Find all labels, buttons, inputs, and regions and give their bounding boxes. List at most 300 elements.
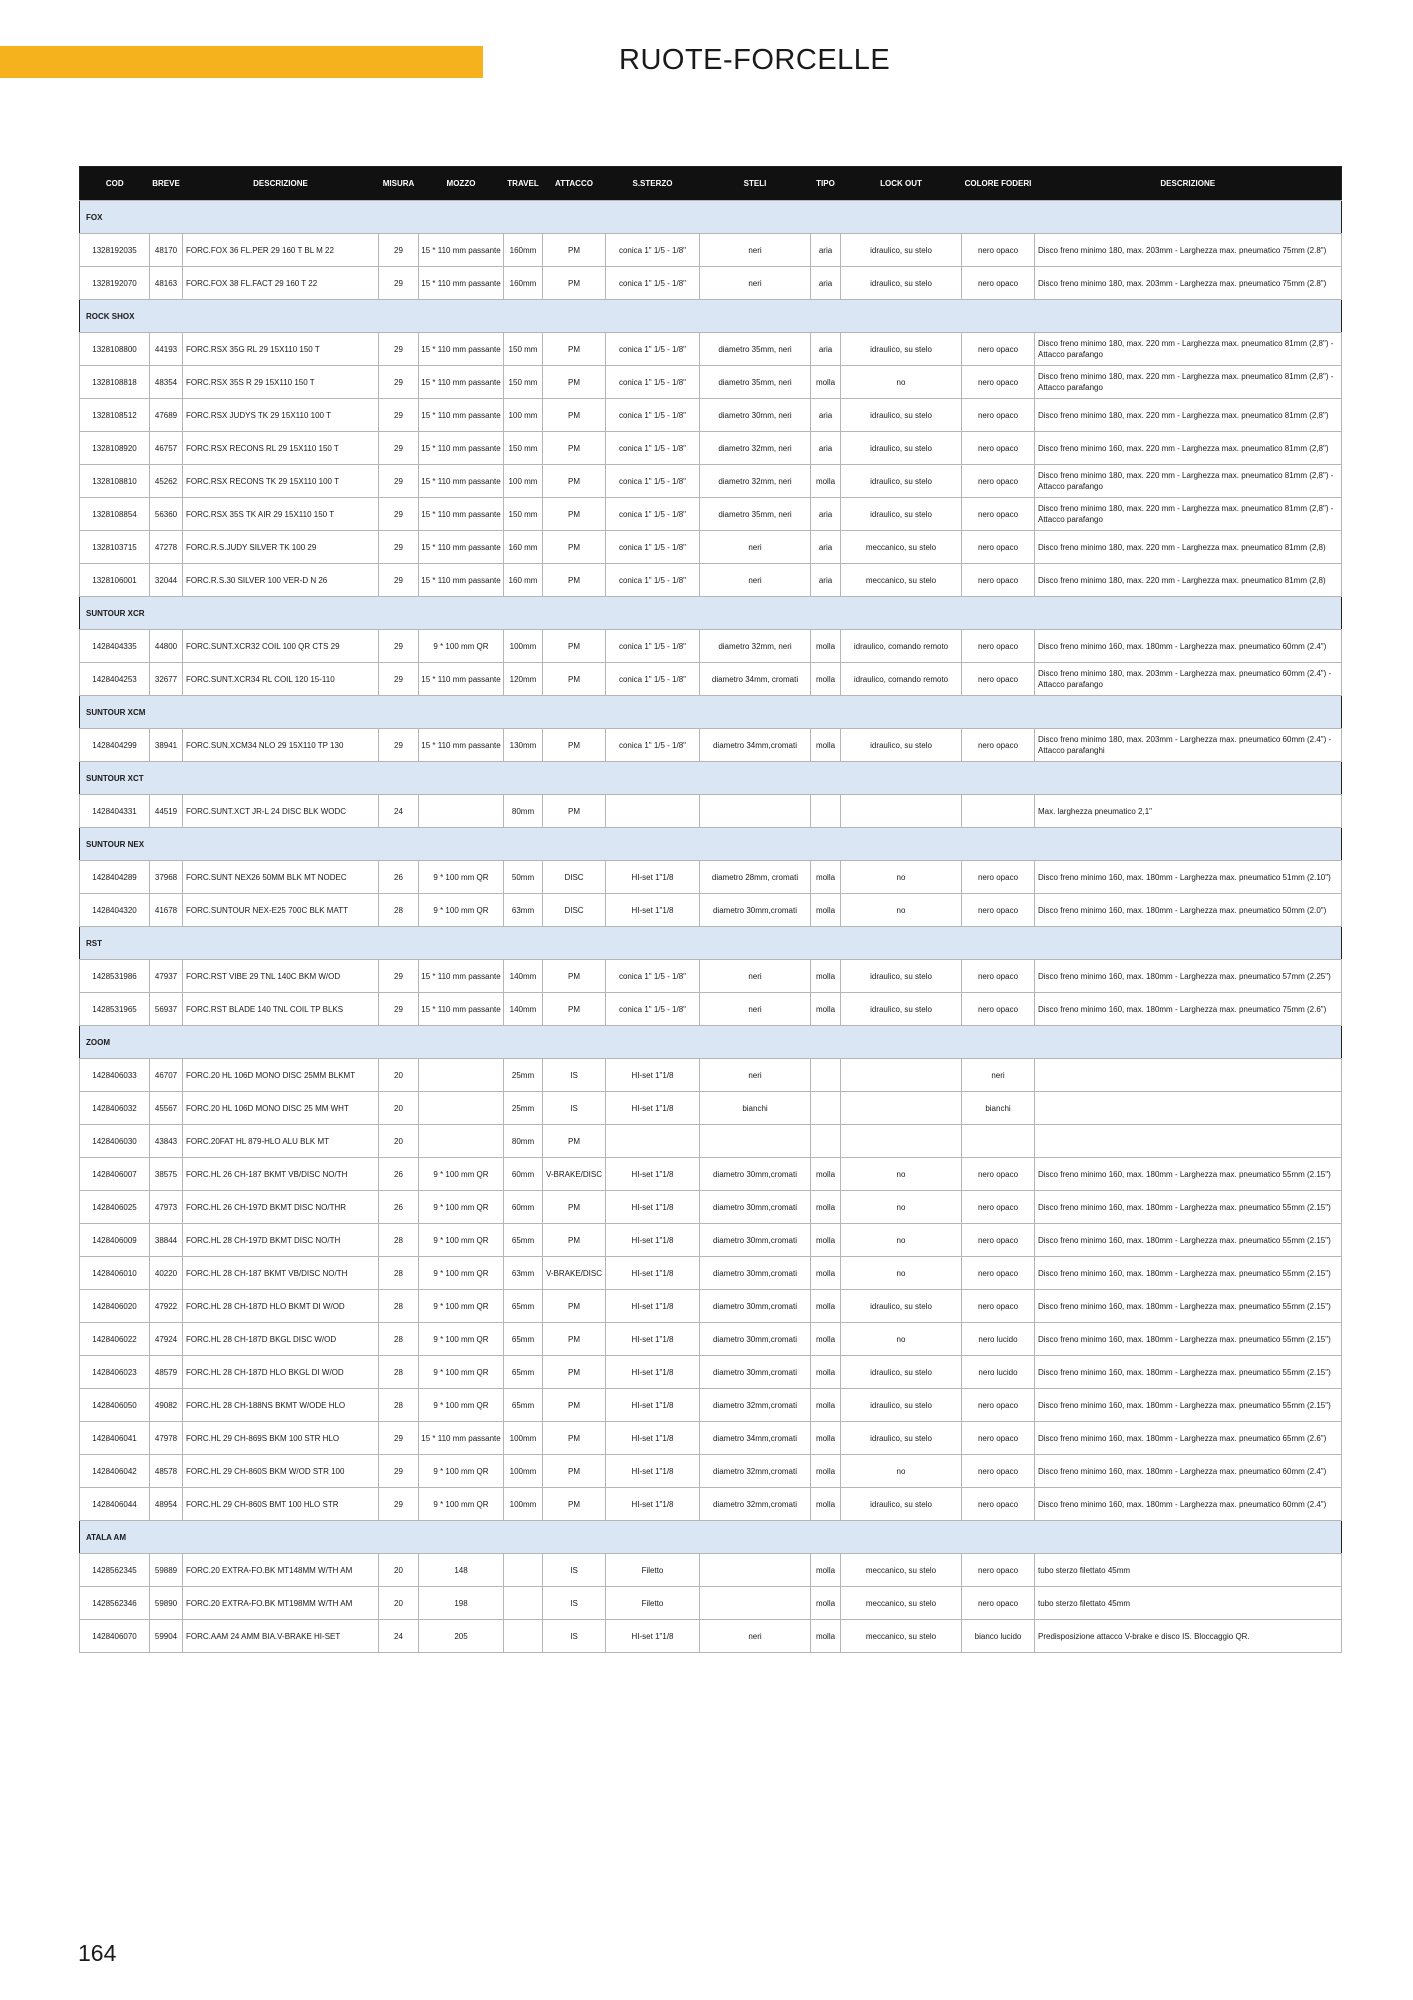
table-cell: HI-set 1"1/8 [606, 1257, 700, 1290]
table-cell: Disco freno minimo 160, max. 220 mm - Larghezza max. pneumatico 81mm (2,8") [1035, 432, 1342, 465]
table-cell: 26 [379, 861, 419, 894]
table-cell: 65mm [504, 1224, 543, 1257]
table-cell: 38575 [150, 1158, 183, 1191]
table-cell: bianchi [700, 1092, 811, 1125]
table-cell: 29 [379, 465, 419, 498]
table-row [80, 1455, 1342, 1488]
table-cell: 63mm [504, 894, 543, 927]
table-cell: 198 [419, 1587, 504, 1620]
table-cell: nero opaco [962, 1224, 1035, 1257]
table-cell: PM [543, 498, 606, 531]
section-title: SUNTOUR NEX [80, 828, 1342, 861]
table-cell: idraulico, comando remoto [841, 663, 962, 696]
table-cell: nero opaco [962, 1191, 1035, 1224]
table-cell: FORC.HL 26 CH-197D BKMT DISC NO/THR [183, 1191, 379, 1224]
table-row [80, 1092, 1342, 1125]
table-cell: FORC.SUNT.XCR34 RL COIL 120 15-110 [183, 663, 379, 696]
table-cell: 1428406022 [80, 1323, 150, 1356]
header-row [80, 167, 1342, 201]
table-cell: FORC.R.S.JUDY SILVER TK 100 29 [183, 531, 379, 564]
table-cell: 29 [379, 630, 419, 663]
table-cell: DISC [543, 861, 606, 894]
table-cell: FORC.SUNT.XCR32 COIL 100 QR CTS 29 [183, 630, 379, 663]
section-title: FOX [80, 201, 1342, 234]
table-cell: 1328108854 [80, 498, 150, 531]
table-row [80, 267, 1342, 300]
table-cell: FORC.RSX RECONS RL 29 15X110 150 T [183, 432, 379, 465]
table-cell: neri [700, 531, 811, 564]
table-cell: FORC.SUNTOUR NEX-E25 700C BLK MATT [183, 894, 379, 927]
table-cell: HI-set 1"1/8 [606, 1356, 700, 1389]
table-cell: Disco freno minimo 160, max. 180mm - Larghezza max. pneumatico 55mm (2.15") [1035, 1158, 1342, 1191]
table-cell [811, 795, 841, 828]
table-cell: 44193 [150, 333, 183, 366]
table-row [80, 564, 1342, 597]
table-cell: 45262 [150, 465, 183, 498]
table-cell: Disco freno minimo 160, max. 180mm - Larghezza max. pneumatico 55mm (2.15") [1035, 1389, 1342, 1422]
table-cell: neri [700, 564, 811, 597]
table-cell: aria [811, 498, 841, 531]
table-cell: no [841, 366, 962, 399]
table-cell: PM [543, 234, 606, 267]
table-cell [700, 1587, 811, 1620]
table-cell [811, 1125, 841, 1158]
table-cell: FORC.SUNT NEX26 50MM BLK MT NODEC [183, 861, 379, 894]
table-cell: 44800 [150, 630, 183, 663]
table-cell: HI-set 1"1/8 [606, 1092, 700, 1125]
table-cell: 60mm [504, 1191, 543, 1224]
table-cell: aria [811, 531, 841, 564]
table-cell: aria [811, 267, 841, 300]
table-cell: 59889 [150, 1554, 183, 1587]
table-cell: diametro 34mm,cromati [700, 1422, 811, 1455]
table-cell: molla [811, 894, 841, 927]
table-cell: 32044 [150, 564, 183, 597]
table-cell [841, 1059, 962, 1092]
table-cell: FORC.HL 29 CH-860S BKM W/OD STR 100 [183, 1455, 379, 1488]
table-cell: diametro 30mm,cromati [700, 1323, 811, 1356]
table-cell: 1428404335 [80, 630, 150, 663]
table-row [80, 1554, 1342, 1587]
table-cell: Disco freno minimo 160, max. 180mm - Larghezza max. pneumatico 55mm (2.15") [1035, 1290, 1342, 1323]
table-cell: HI-set 1"1/8 [606, 1455, 700, 1488]
table-cell: 20 [379, 1059, 419, 1092]
table-cell: PM [543, 993, 606, 1026]
table-cell: HI-set 1"1/8 [606, 1389, 700, 1422]
table-cell: 46707 [150, 1059, 183, 1092]
table-cell: Disco freno minimo 180, max. 203mm - Larghezza max. pneumatico 60mm (2.4") - Attacco parafango [1035, 663, 1342, 696]
table-cell: neri [962, 1059, 1035, 1092]
table-cell: HI-set 1"1/8 [606, 1290, 700, 1323]
table-cell: 48578 [150, 1455, 183, 1488]
table-cell: bianco lucido [962, 1620, 1035, 1653]
table-row [80, 1620, 1342, 1653]
table-cell: FORC.20FAT HL 879-HLO ALU BLK MT [183, 1125, 379, 1158]
table-cell: nero opaco [962, 1389, 1035, 1422]
table-cell: nero opaco [962, 366, 1035, 399]
table-cell: nero opaco [962, 861, 1035, 894]
table-cell: idraulico, su stelo [841, 465, 962, 498]
table-cell [419, 1092, 504, 1125]
table-cell: 47689 [150, 399, 183, 432]
table-row [80, 1290, 1342, 1323]
section-title: ROCK SHOX [80, 300, 1342, 333]
column-header: ATTACCO [543, 167, 606, 201]
table-cell: 28 [379, 1323, 419, 1356]
table-cell: 29 [379, 432, 419, 465]
table-cell: neri [700, 1620, 811, 1653]
table-cell: V-BRAKE/DISC [543, 1257, 606, 1290]
table-cell [841, 1092, 962, 1125]
table-cell: V-BRAKE/DISC [543, 1158, 606, 1191]
table-cell: Disco freno minimo 180, max. 220 mm - Larghezza max. pneumatico 81mm (2,8") - Attacco parafango [1035, 366, 1342, 399]
table-cell: neri [700, 960, 811, 993]
table-cell: 120mm [504, 663, 543, 696]
table-row [80, 465, 1342, 498]
table-cell: FORC.HL 28 CH-187D BKGL DISC W/OD [183, 1323, 379, 1356]
table-cell: FORC.HL 28 CH-197D BKMT DISC NO/TH [183, 1224, 379, 1257]
table-cell: 15 * 110 mm passante [419, 498, 504, 531]
table-header [80, 167, 1342, 201]
table-row [80, 399, 1342, 432]
table-cell: 44519 [150, 795, 183, 828]
table-cell: 59890 [150, 1587, 183, 1620]
table-cell: 24 [379, 1620, 419, 1653]
table-cell: 100 mm [504, 465, 543, 498]
table-cell: 1428562346 [80, 1587, 150, 1620]
table-row [80, 1257, 1342, 1290]
section-row [80, 1026, 1342, 1059]
section-row [80, 597, 1342, 630]
table-row [80, 795, 1342, 828]
table-cell: 1428406041 [80, 1422, 150, 1455]
table-cell: HI-set 1"1/8 [606, 1059, 700, 1092]
table-cell: nero opaco [962, 1488, 1035, 1521]
table-cell [700, 1125, 811, 1158]
table-cell [504, 1620, 543, 1653]
table-cell: 1428406070 [80, 1620, 150, 1653]
table-cell: 26 [379, 1191, 419, 1224]
table-cell: IS [543, 1587, 606, 1620]
table-cell: molla [811, 1323, 841, 1356]
table-cell: idraulico, su stelo [841, 399, 962, 432]
table-cell: conica 1" 1/5 - 1/8" [606, 432, 700, 465]
table-cell: 150 mm [504, 498, 543, 531]
table-cell: nero opaco [962, 894, 1035, 927]
table-cell: nero opaco [962, 267, 1035, 300]
table-cell: 15 * 110 mm passante [419, 1422, 504, 1455]
table-cell: idraulico, su stelo [841, 1389, 962, 1422]
table-cell: IS [543, 1092, 606, 1125]
table-cell: 1428562345 [80, 1554, 150, 1587]
section-row [80, 828, 1342, 861]
table-cell: meccanico, su stelo [841, 1620, 962, 1653]
column-header: STELI [700, 167, 811, 201]
table-cell: FORC.RSX 35S R 29 15X110 150 T [183, 366, 379, 399]
table-cell: 47278 [150, 531, 183, 564]
table-cell: FORC.RST VIBE 29 TNL 140C BKM W/OD [183, 960, 379, 993]
table-cell: FORC.20 EXTRA-FO.BK MT148MM W/TH AM [183, 1554, 379, 1587]
table-cell: 65mm [504, 1389, 543, 1422]
table-cell: 47978 [150, 1422, 183, 1455]
table-cell: 65mm [504, 1356, 543, 1389]
table-cell: 160 mm [504, 531, 543, 564]
table-cell: 28 [379, 1257, 419, 1290]
table-cell: neri [700, 1059, 811, 1092]
table-cell: meccanico, su stelo [841, 1554, 962, 1587]
table-cell: PM [543, 1323, 606, 1356]
table-cell: 160mm [504, 267, 543, 300]
table-cell: molla [811, 465, 841, 498]
table-cell [811, 1059, 841, 1092]
table-cell: PM [543, 729, 606, 762]
table-cell: Predisposizione attacco V-brake e disco IS. Bloccaggio QR. [1035, 1620, 1342, 1653]
table-cell: 1428406042 [80, 1455, 150, 1488]
page-title: RUOTE-FORCELLE [619, 44, 891, 76]
table-cell: 63mm [504, 1257, 543, 1290]
table-cell: 15 * 110 mm passante [419, 663, 504, 696]
table-cell: diametro 35mm, neri [700, 366, 811, 399]
table-cell: nero opaco [962, 993, 1035, 1026]
table-cell: 32677 [150, 663, 183, 696]
table-cell: diametro 35mm, neri [700, 333, 811, 366]
section-row [80, 696, 1342, 729]
table-cell: PM [543, 564, 606, 597]
table-cell: Disco freno minimo 160, max. 180mm - Larghezza max. pneumatico 60mm (2.4") [1035, 630, 1342, 663]
table-cell: 9 * 100 mm QR [419, 1356, 504, 1389]
table-cell: DISC [543, 894, 606, 927]
table-cell: 46757 [150, 432, 183, 465]
table-cell: 1328108512 [80, 399, 150, 432]
table-row [80, 1587, 1342, 1620]
table-cell: 9 * 100 mm QR [419, 630, 504, 663]
table-cell: nero opaco [962, 1257, 1035, 1290]
table-row [80, 1158, 1342, 1191]
table-cell: diametro 32mm,cromati [700, 1455, 811, 1488]
table-cell: molla [811, 1224, 841, 1257]
table-cell: HI-set 1"1/8 [606, 1488, 700, 1521]
table-cell: 48579 [150, 1356, 183, 1389]
table-cell: aria [811, 564, 841, 597]
table-cell: Disco freno minimo 160, max. 180mm - Larghezza max. pneumatico 65mm (2.6") [1035, 1422, 1342, 1455]
table-cell: 47924 [150, 1323, 183, 1356]
table-cell: aria [811, 432, 841, 465]
table-cell: aria [811, 234, 841, 267]
table-cell: molla [811, 861, 841, 894]
table-cell: 1328108800 [80, 333, 150, 366]
table-cell: HI-set 1"1/8 [606, 1620, 700, 1653]
table-row [80, 1224, 1342, 1257]
column-header: BREVE [150, 167, 183, 201]
table-cell: 9 * 100 mm QR [419, 1323, 504, 1356]
table-cell: conica 1" 1/5 - 1/8" [606, 234, 700, 267]
table-cell: 15 * 110 mm passante [419, 234, 504, 267]
table-cell: nero opaco [962, 1587, 1035, 1620]
table-cell: PM [543, 960, 606, 993]
table-cell: 20 [379, 1554, 419, 1587]
table-cell: 15 * 110 mm passante [419, 465, 504, 498]
table-cell: no [841, 1224, 962, 1257]
column-header: MOZZO [419, 167, 504, 201]
table-cell: conica 1" 1/5 - 1/8" [606, 399, 700, 432]
table-cell: 1428531965 [80, 993, 150, 1026]
table-cell: Disco freno minimo 180, max. 203mm - Larghezza max. pneumatico 75mm (2.8") [1035, 267, 1342, 300]
table-cell: 56360 [150, 498, 183, 531]
table-cell: nero opaco [962, 960, 1035, 993]
table-cell: 1428406007 [80, 1158, 150, 1191]
table-cell: 1428406009 [80, 1224, 150, 1257]
table-cell: nero opaco [962, 729, 1035, 762]
table-cell: FORC.20 HL 106D MONO DISC 25MM BLKMT [183, 1059, 379, 1092]
table-cell: 45567 [150, 1092, 183, 1125]
table-cell: FORC.20 HL 106D MONO DISC 25 MM WHT [183, 1092, 379, 1125]
table-cell: 29 [379, 234, 419, 267]
table-cell: 1428406020 [80, 1290, 150, 1323]
table-cell: no [841, 861, 962, 894]
table-cell: 150 mm [504, 432, 543, 465]
table-cell: 1328192070 [80, 267, 150, 300]
table-cell: conica 1" 1/5 - 1/8" [606, 729, 700, 762]
table-cell: 1428404331 [80, 795, 150, 828]
table-cell: nero opaco [962, 1554, 1035, 1587]
table-cell: 48954 [150, 1488, 183, 1521]
table-cell: 29 [379, 564, 419, 597]
table-cell: FORC.RSX 35G RL 29 15X110 150 T [183, 333, 379, 366]
table-cell: 1328106001 [80, 564, 150, 597]
table-cell: conica 1" 1/5 - 1/8" [606, 630, 700, 663]
table-cell [606, 795, 700, 828]
table-cell: Disco freno minimo 160, max. 180mm - Larghezza max. pneumatico 60mm (2.4") [1035, 1488, 1342, 1521]
table-cell: IS [543, 1620, 606, 1653]
table-cell [419, 795, 504, 828]
table-cell: 56937 [150, 993, 183, 1026]
table-cell: molla [811, 1356, 841, 1389]
table-cell: neri [700, 267, 811, 300]
table-cell: FORC.SUNT.XCT JR-L 24 DISC BLK WODC [183, 795, 379, 828]
table-cell: Disco freno minimo 160, max. 180mm - Larghezza max. pneumatico 75mm (2.6") [1035, 993, 1342, 1026]
table-cell: idraulico, su stelo [841, 729, 962, 762]
table-cell: Disco freno minimo 180, max. 203mm - Larghezza max. pneumatico 60mm (2.4") - Attacco parafanghi [1035, 729, 1342, 762]
table-row [80, 531, 1342, 564]
table-cell [1035, 1092, 1342, 1125]
table-cell: nero opaco [962, 630, 1035, 663]
table-cell: molla [811, 1422, 841, 1455]
table-cell: conica 1" 1/5 - 1/8" [606, 960, 700, 993]
table-cell: conica 1" 1/5 - 1/8" [606, 366, 700, 399]
table-cell [962, 1125, 1035, 1158]
table-cell: 28 [379, 1224, 419, 1257]
table-cell: idraulico, su stelo [841, 1290, 962, 1323]
table-cell: 15 * 110 mm passante [419, 432, 504, 465]
table-cell: diametro 32mm,cromati [700, 1488, 811, 1521]
table-cell: 25mm [504, 1092, 543, 1125]
table-cell: 60mm [504, 1158, 543, 1191]
table-cell: diametro 30mm,cromati [700, 1257, 811, 1290]
table-cell: Disco freno minimo 180, max. 220 mm - Larghezza max. pneumatico 81mm (2,8) [1035, 531, 1342, 564]
table-cell: idraulico, su stelo [841, 960, 962, 993]
table-cell: PM [543, 663, 606, 696]
table-cell: idraulico, su stelo [841, 432, 962, 465]
table-cell: conica 1" 1/5 - 1/8" [606, 267, 700, 300]
table-cell: Disco freno minimo 160, max. 180mm - Larghezza max. pneumatico 57mm (2.25") [1035, 960, 1342, 993]
table-cell: idraulico, comando remoto [841, 630, 962, 663]
table-cell: 41678 [150, 894, 183, 927]
table-cell [700, 795, 811, 828]
table-cell: 15 * 110 mm passante [419, 993, 504, 1026]
table-cell: molla [811, 366, 841, 399]
table-cell [811, 1092, 841, 1125]
table-cell: meccanico, su stelo [841, 531, 962, 564]
table-cell: 28 [379, 1290, 419, 1323]
table-cell: aria [811, 333, 841, 366]
table-cell: 9 * 100 mm QR [419, 861, 504, 894]
table-cell: HI-set 1"1/8 [606, 894, 700, 927]
table-cell: 100 mm [504, 399, 543, 432]
table-cell: 29 [379, 531, 419, 564]
table-cell: 15 * 110 mm passante [419, 729, 504, 762]
table-cell: PM [543, 432, 606, 465]
table-cell: diametro 30mm,cromati [700, 1290, 811, 1323]
table-cell: nero opaco [962, 465, 1035, 498]
table-cell: 1328108920 [80, 432, 150, 465]
table-row [80, 1191, 1342, 1224]
section-row [80, 201, 1342, 234]
table-cell: 1428406010 [80, 1257, 150, 1290]
table-cell [504, 1587, 543, 1620]
table-cell: 9 * 100 mm QR [419, 1290, 504, 1323]
table-cell: 100mm [504, 1488, 543, 1521]
table-cell: 1328192035 [80, 234, 150, 267]
table-cell: diametro 30mm, neri [700, 399, 811, 432]
table-cell: Disco freno minimo 160, max. 180mm - Larghezza max. pneumatico 55mm (2.15") [1035, 1323, 1342, 1356]
table-cell: conica 1" 1/5 - 1/8" [606, 498, 700, 531]
table-cell: molla [811, 663, 841, 696]
table-cell: 28 [379, 1389, 419, 1422]
table-cell: nero opaco [962, 1422, 1035, 1455]
table-cell: Disco freno minimo 160, max. 180mm - Larghezza max. pneumatico 55mm (2.15") [1035, 1191, 1342, 1224]
table-cell: 1428406032 [80, 1092, 150, 1125]
column-header: DESCRIZIONE [1035, 167, 1342, 201]
section-title: ZOOM [80, 1026, 1342, 1059]
table-cell: PM [543, 531, 606, 564]
table-cell: 1428406030 [80, 1125, 150, 1158]
table-cell: neri [700, 993, 811, 1026]
table-cell: PM [543, 630, 606, 663]
table-cell: FORC.HL 28 CH-187D HLO BKMT DI W/OD [183, 1290, 379, 1323]
table-cell: conica 1" 1/5 - 1/8" [606, 465, 700, 498]
table-cell: 26 [379, 1158, 419, 1191]
table-cell: nero opaco [962, 531, 1035, 564]
table-cell: PM [543, 1455, 606, 1488]
table-cell: 29 [379, 1488, 419, 1521]
table-cell: 150 mm [504, 333, 543, 366]
table-cell: PM [543, 1422, 606, 1455]
table-cell [962, 795, 1035, 828]
table-cell: diametro 32mm, neri [700, 630, 811, 663]
table-cell [841, 795, 962, 828]
table-cell: nero opaco [962, 234, 1035, 267]
table-cell: Disco freno minimo 160, max. 180mm - Larghezza max. pneumatico 55mm (2.15") [1035, 1257, 1342, 1290]
product-table-container [79, 166, 1341, 1653]
header-accent-bar [0, 46, 483, 78]
table-cell: PM [543, 795, 606, 828]
table-cell: FORC.SUN.XCM34 NLO 29 15X110 TP 130 [183, 729, 379, 762]
table-cell: HI-set 1"1/8 [606, 1323, 700, 1356]
product-table [79, 166, 1342, 1653]
table-cell: 20 [379, 1125, 419, 1158]
table-row [80, 894, 1342, 927]
table-cell: molla [811, 729, 841, 762]
